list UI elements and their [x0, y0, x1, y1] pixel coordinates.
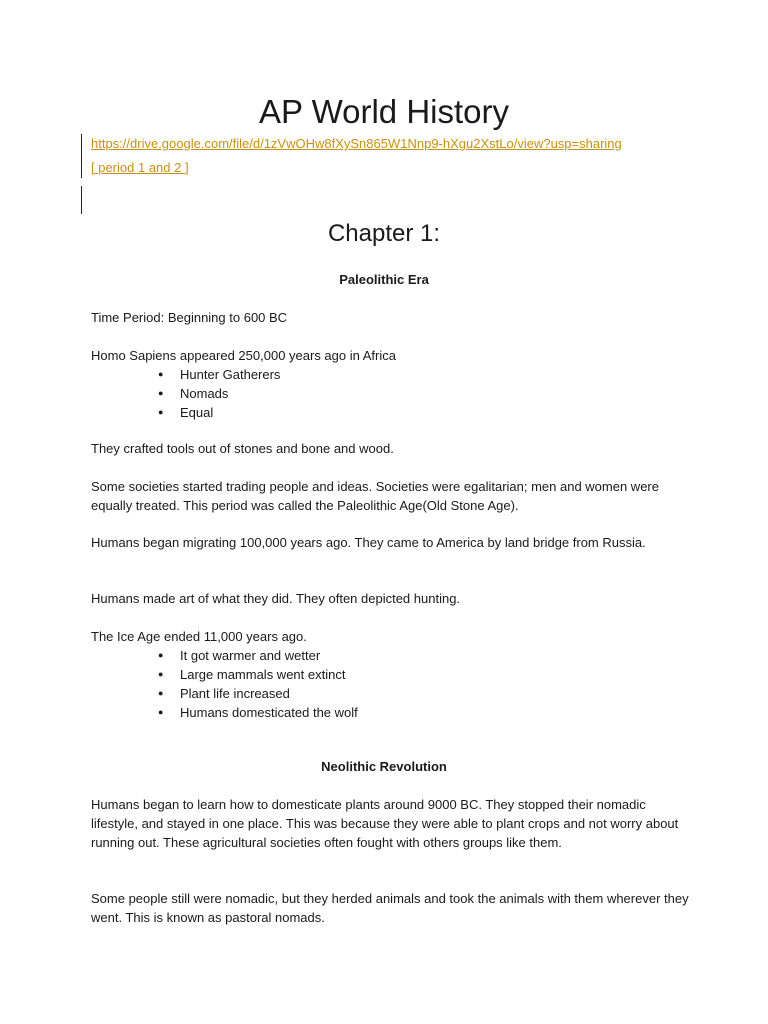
drive-link[interactable]: https://drive.google.com/file/d/1zVwOHw8fXySn865W1Nnp9-hXgu2XstLo/view?usp=sharing [91, 136, 622, 151]
paragraph-migrating: Humans began migrating 100,000 years ago. They came to America by land bridge from Russia. [91, 535, 646, 550]
bullet-list-ice-age [91, 646, 358, 722]
paragraph-trading: Some societies started trading people and ideas. Societies were egalitarian; men and women were equally treated. This period was called the Paleolithic Age(Old Stone Age). [91, 479, 659, 513]
text-cursor-bar [81, 134, 82, 178]
list-item: ● Humans domesticated the wolf [91, 703, 358, 722]
paragraph-ice-age: The Ice Age ended 11,000 years ago. [91, 629, 307, 644]
bullet-list-homo [91, 365, 280, 422]
list-item: ● Plant life increased [91, 684, 358, 703]
list-item: ● Nomads [91, 384, 280, 403]
text-cursor-bar [81, 186, 82, 214]
list-item: ● Equal [91, 403, 280, 422]
section-heading-neolithic: Neolithic Revolution [321, 759, 447, 774]
paragraph-pastoral: Some people still were nomadic, but they herded animals and took the animals with them wherever they went. This is known as pastoral nomads. [91, 891, 689, 925]
paragraph-domesticate: Humans began to learn how to domesticate plants around 9000 BC. They stopped their nomadic lifestyle, and stayed in one place. This was because they were able to plant crops and not worry about running out. These agricultural societies often fought with others groups like them. [91, 797, 679, 850]
section-heading-paleolithic: Paleolithic Era [339, 272, 429, 287]
paragraph-tools: They crafted tools out of stones and bone and wood. [91, 441, 394, 456]
list-item: ● It got warmer and wetter [91, 646, 358, 665]
list-item: ● Large mammals went extinct [91, 665, 358, 684]
document-title: AP World History [258, 93, 509, 130]
list-item: ● Hunter Gatherers [91, 365, 280, 384]
paragraph-art: Humans made art of what they did. They often depicted hunting. [91, 591, 461, 606]
paragraph-homo-sapiens: Homo Sapiens appeared 250,000 years ago in Africa [91, 348, 396, 363]
period-link[interactable]: [ period 1 and 2 ] [91, 160, 189, 175]
paragraph-time-period: Time Period: Beginning to 600 BC [91, 310, 288, 325]
chapter-heading: Chapter 1: [327, 220, 441, 247]
